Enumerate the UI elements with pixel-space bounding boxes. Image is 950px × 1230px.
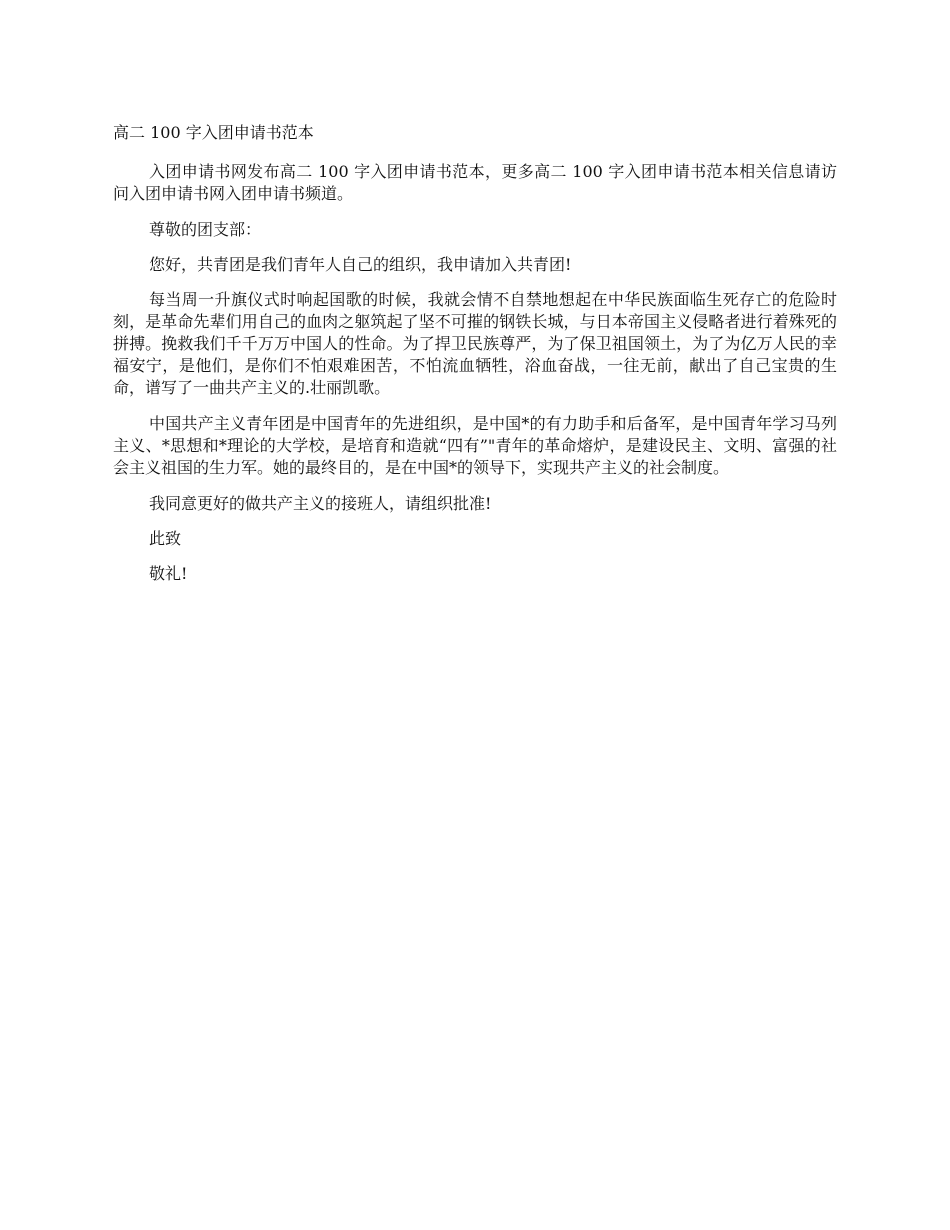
body-paragraph-2: 中国共产主义青年团是中国青年的先进组织，是中国*的有力助手和后备军，是中国青年学习马列主义、*思想和*理论的大学校，是培育和造就“四有”"青年的革命熔炉，是建设民主、文明、富强的社会主义祖国的生力军。她的最终目的，是在中国*的领导下，实现共产主义的社会制度。	[113, 414, 837, 477]
document-title: 高二 100 字入团申请书范本	[113, 123, 314, 142]
closing-line-2: 敬礼!	[149, 564, 188, 583]
closing-line-1: 此致	[149, 529, 182, 548]
salutation: 尊敬的团支部：	[149, 220, 262, 239]
opening-paragraph: 您好，共青团是我们青年人自己的组织，我申请加入共青团!	[149, 255, 572, 274]
intro-paragraph: 入团申请书网发布高二 100 字入团申请书范本，更多高二 100 字入团申请书范本相关信息请访问入团申请书网入团申请书频道。	[113, 162, 837, 203]
body-paragraph-1: 每当周一升旗仪式时响起国歌的时候，我就会情不自禁地想起在中华民族面临生死存亡的危险时刻，是革命先辈们用自己的血肉之躯筑起了坚不可摧的钢铁长城，与日本帝国主义侵略者进行着殊死的拼搏。挽救我们千千万万中国人的性命。为了捍卫民族尊严，为了保卫祖国领土，为了为亿万人民的幸福安宁，是他们，是你们不怕艰难困苦，不怕流血牺牲，浴血奋战，一往无前，献出了自己宝贵的生命，谱写了一曲共产主义的.壮丽凯歌。	[113, 290, 837, 397]
body-paragraph-3: 我同意更好的做共产主义的接班人，请组织批准!	[149, 494, 492, 513]
document-page	[113, 122, 837, 598]
